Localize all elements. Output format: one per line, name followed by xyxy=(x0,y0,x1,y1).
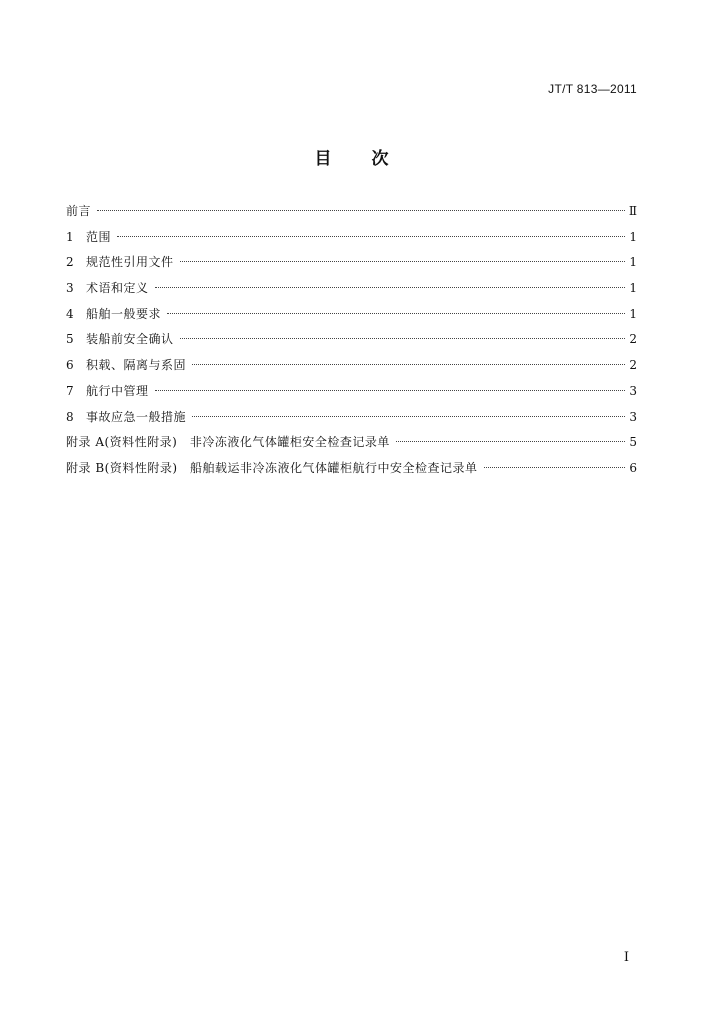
toc-leader-dots xyxy=(117,236,625,237)
toc-entry-6[interactable] xyxy=(66,353,637,379)
toc-entry-3[interactable] xyxy=(66,276,637,302)
toc-leader-dots xyxy=(167,313,625,314)
toc-entry-text: 积载、隔离与系固 xyxy=(86,358,187,373)
toc-entry-number: 6 xyxy=(66,358,74,373)
toc-leader-dots xyxy=(180,338,625,339)
toc-entry-page: 1 xyxy=(629,281,637,296)
toc-entry-text: 范围 xyxy=(86,229,112,244)
toc-leader-dots xyxy=(97,210,625,211)
toc-entry-2[interactable] xyxy=(66,250,637,276)
toc-entry-page: 3 xyxy=(629,409,637,424)
toc-entry-number: 2 xyxy=(66,255,74,270)
toc-entry-number: 5 xyxy=(66,332,74,347)
toc-entry-text: 前言 xyxy=(66,204,92,218)
toc-entry-foreword[interactable] xyxy=(66,199,637,225)
toc-entry-page: 5 xyxy=(629,435,637,450)
toc-entry-page: 6 xyxy=(629,460,637,475)
toc-entry-page: 2 xyxy=(629,332,637,347)
toc-entry-appendix-a[interactable] xyxy=(66,430,637,456)
toc-entry-page: 1 xyxy=(629,229,637,244)
toc-entry-page: 1 xyxy=(629,306,637,321)
toc-entry-page: 3 xyxy=(629,383,637,398)
toc-leader-dots xyxy=(192,364,625,365)
toc-leader-dots xyxy=(192,416,625,417)
toc-entry-5[interactable] xyxy=(66,327,637,353)
toc-entry-text: 船舶一般要求 xyxy=(86,306,162,321)
toc-entry-page: Ⅱ xyxy=(628,204,637,218)
toc-entry-1[interactable] xyxy=(66,225,637,251)
toc-entry-text: 术语和定义 xyxy=(86,281,149,296)
toc-leader-dots xyxy=(396,441,625,442)
toc-leader-dots xyxy=(484,467,626,468)
toc-entry-text: 航行中管理 xyxy=(86,383,149,398)
toc-entry-number: 8 xyxy=(66,409,74,424)
toc-entry-page: 1 xyxy=(629,255,637,270)
toc-entry-text: 规范性引用文件 xyxy=(86,255,174,270)
toc-entry-appendix-b[interactable] xyxy=(66,456,637,482)
toc-list xyxy=(66,199,637,482)
toc-entry-7[interactable] xyxy=(66,379,637,405)
standard-code: JT/T 813—2011 xyxy=(548,82,637,96)
page-number: I xyxy=(623,950,629,965)
toc-entry-text: 附录 A(资料性附录) 非冷冻液化气体罐柜安全检查记录单 xyxy=(66,435,390,450)
toc-entry-number: 4 xyxy=(66,306,74,321)
toc-entry-number: 3 xyxy=(66,281,74,296)
toc-leader-dots xyxy=(155,390,625,391)
toc-entry-text: 附录 B(资料性附录) 船舶载运非冷冻液化气体罐柜航行中安全检查记录单 xyxy=(66,460,478,475)
toc-entry-text: 事故应急一般措施 xyxy=(86,409,187,424)
toc-entry-8[interactable] xyxy=(66,405,637,431)
toc-entry-4[interactable] xyxy=(66,302,637,328)
toc-leader-dots xyxy=(155,287,625,288)
toc-title: 目次 xyxy=(314,149,429,169)
toc-entry-text: 装船前安全确认 xyxy=(86,332,174,347)
toc-entry-page: 2 xyxy=(629,358,637,373)
toc-leader-dots xyxy=(180,261,625,262)
toc-entry-number: 7 xyxy=(66,383,74,398)
toc-entry-number: 1 xyxy=(66,229,74,244)
